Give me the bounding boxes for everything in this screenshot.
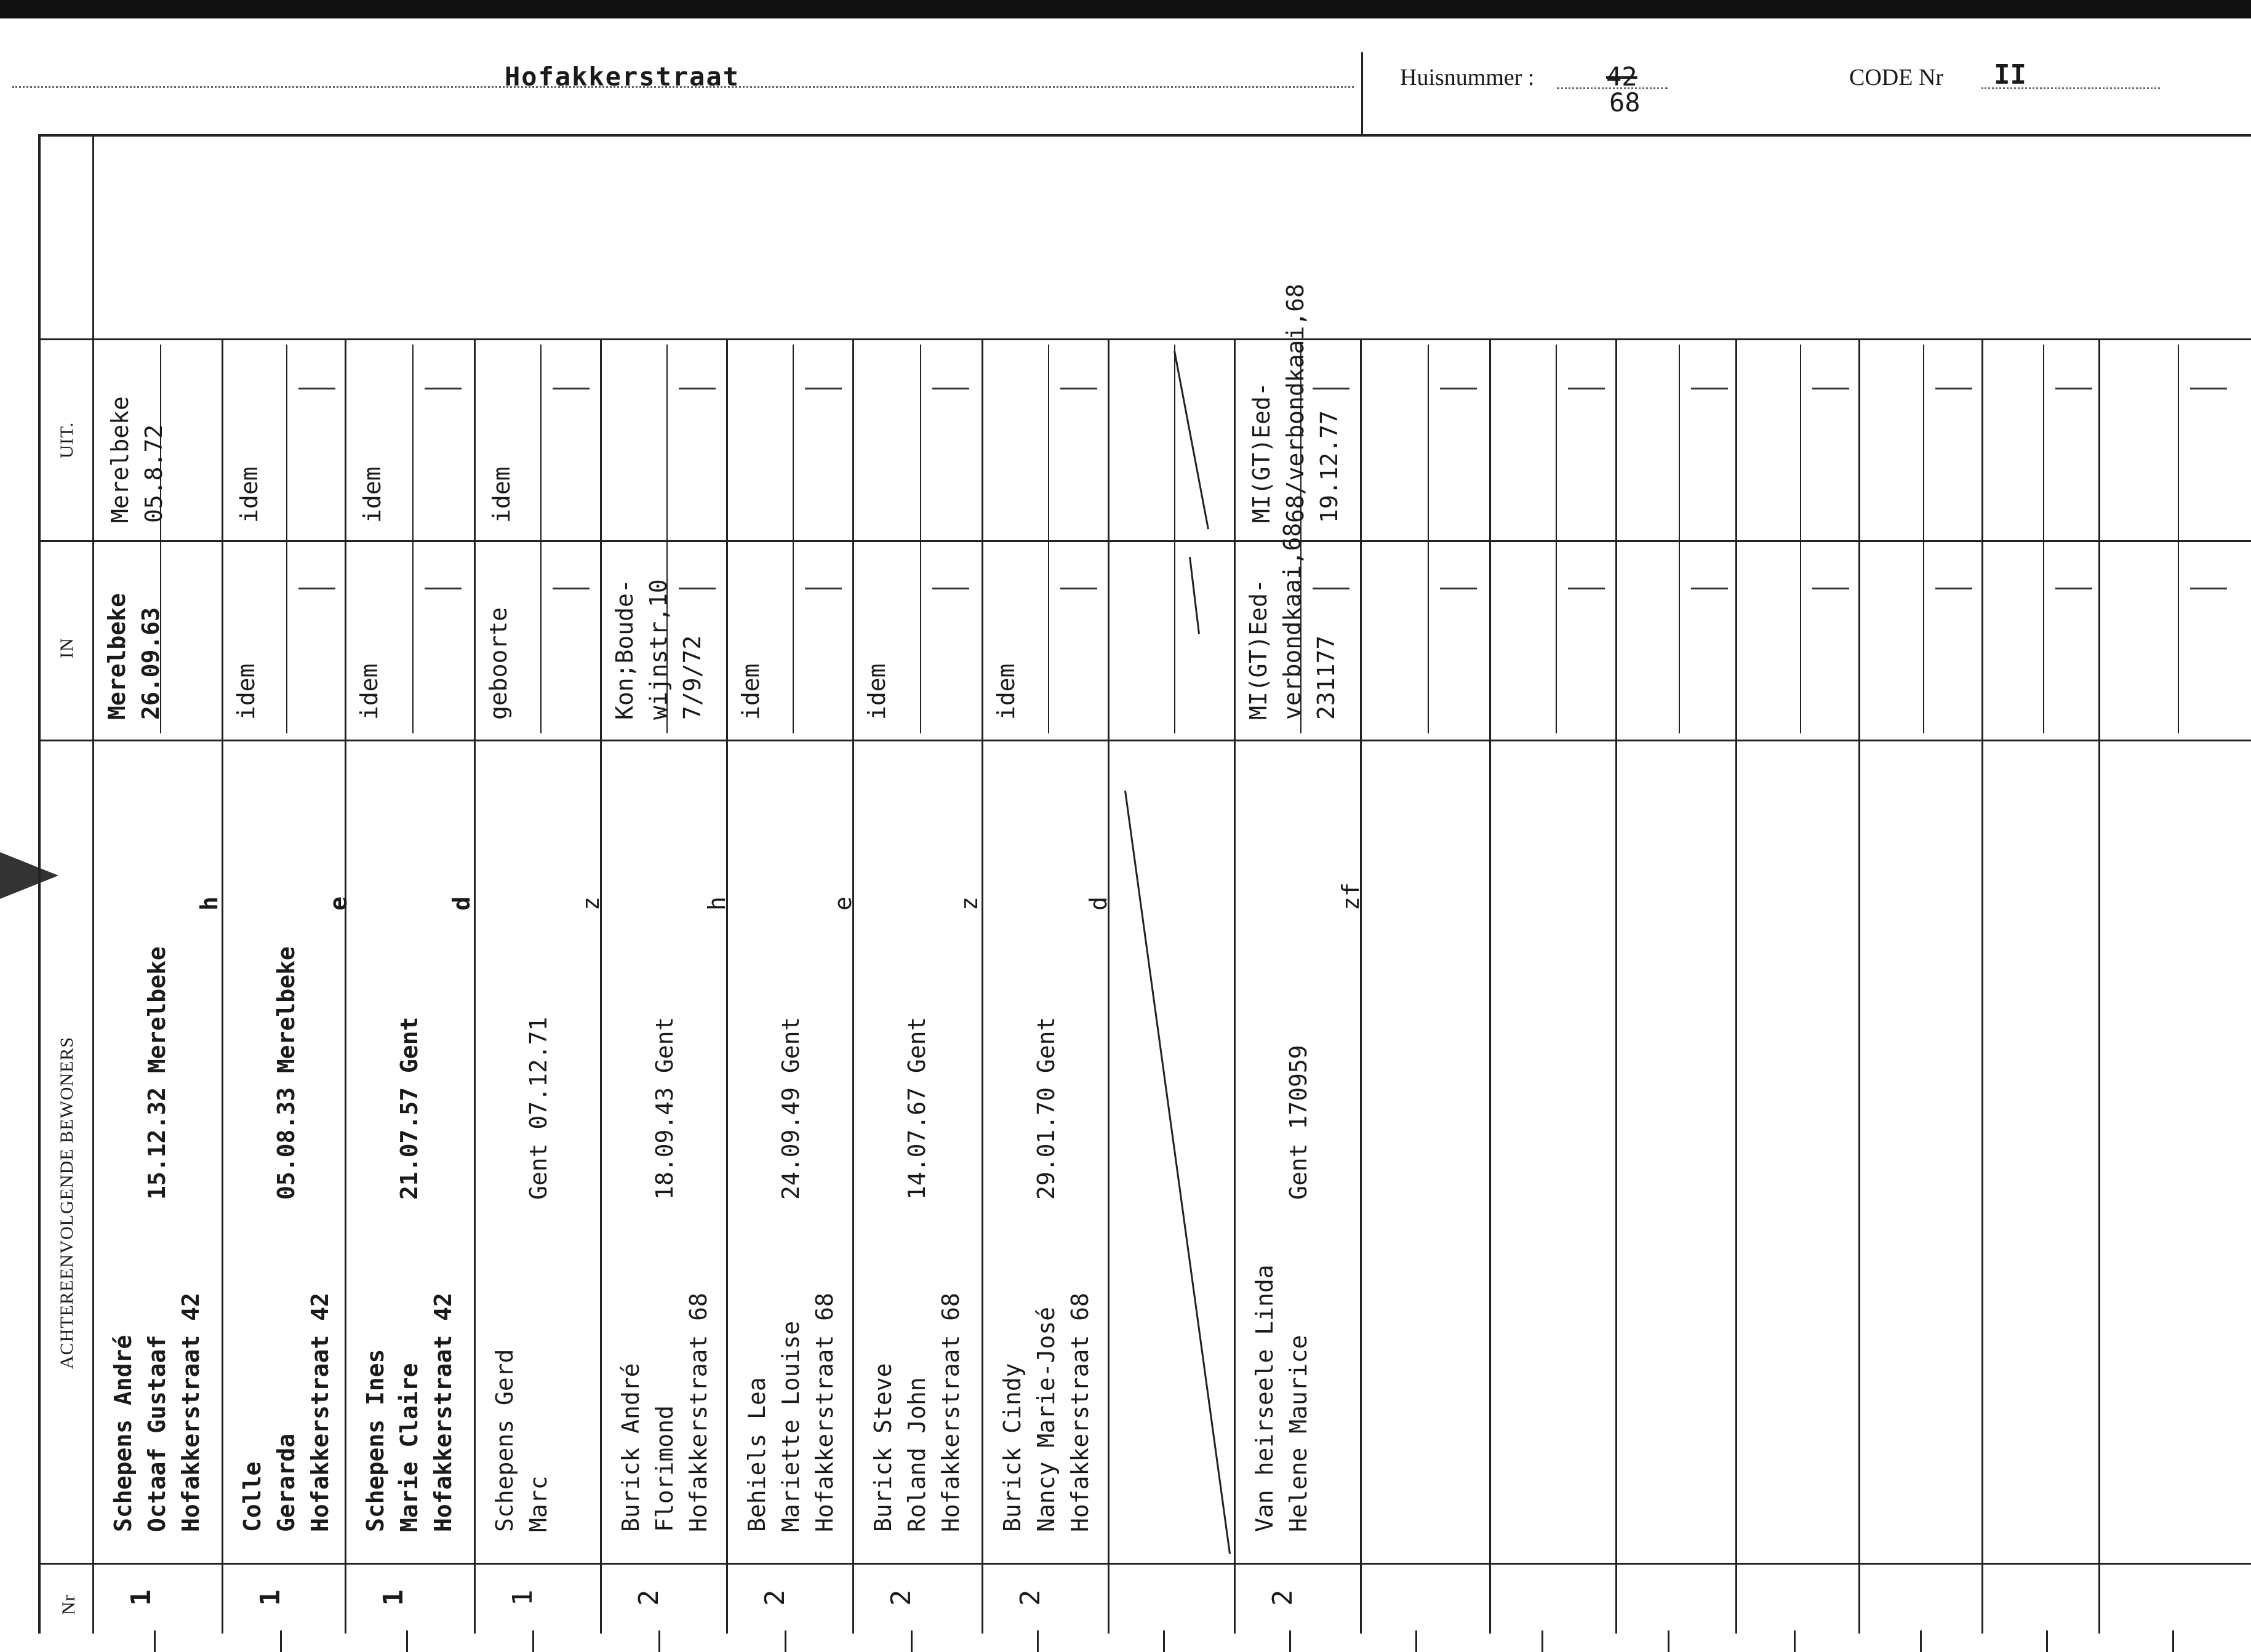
resident-name-line: Van heirseele Linda	[1251, 1264, 1278, 1532]
resident-name-line: Burick Cindy	[999, 1363, 1026, 1532]
resident-name-line: Marc	[525, 1475, 552, 1532]
uit-entry: 19.12.77	[1316, 410, 1343, 523]
resident-relation: z	[956, 896, 983, 911]
empty-dash	[1313, 588, 1349, 589]
empty-dash	[2190, 588, 2227, 589]
row-nr: 1	[126, 1589, 157, 1606]
row-nr: 2	[886, 1589, 917, 1606]
empty-dash	[425, 388, 462, 389]
resident-birth: 18.09.43 Gent	[651, 1016, 678, 1200]
uit-entry: idem	[236, 466, 263, 523]
resident-birth: Gent 07.12.71	[525, 1016, 552, 1200]
resident-relation: zf	[1337, 882, 1364, 911]
empty-dash	[1440, 388, 1477, 389]
resident-relation: z	[577, 896, 604, 911]
uit-entry: Merelbeke	[106, 396, 134, 523]
uit-entry: 68/verbondkaai,68	[1282, 284, 1309, 523]
resident-name-line: Nancy Marie-José	[1033, 1306, 1060, 1532]
row-divider	[1234, 338, 1236, 1634]
row-divider	[1108, 338, 1110, 1634]
resident-name-line: Hofakkerstraat 42	[306, 1293, 334, 1532]
section-line-0	[38, 338, 2251, 340]
resident-name-line: Hofakkerstraat 68	[685, 1293, 712, 1532]
code-label: CODE Nr	[1849, 65, 1944, 90]
empty-dash	[679, 388, 716, 389]
house-number-new: 68	[1609, 87, 1641, 118]
in-entry: verbondkaai,68	[1279, 522, 1306, 720]
resident-relation: d	[448, 896, 475, 911]
column-header-nr: Nr	[58, 1594, 79, 1615]
empty-dash	[1568, 588, 1605, 589]
row-divider	[222, 338, 223, 1634]
frame-top	[38, 134, 2251, 137]
bottom-tick	[1163, 1630, 1165, 1652]
cell-split	[540, 345, 542, 733]
row-divider	[1615, 338, 1617, 1634]
in-entry: 7/9/72	[679, 635, 706, 720]
in-entry: MI(GT)Eed-	[1245, 579, 1272, 720]
in-entry: 231177	[1313, 635, 1340, 720]
in-entry: idem	[356, 663, 383, 720]
cell-split	[1800, 345, 1801, 733]
bottom-tick	[1037, 1630, 1039, 1652]
resident-birth: 24.09.49 Gent	[777, 1016, 804, 1200]
resident-name-line: Roland John	[903, 1377, 930, 1532]
cell-split	[2178, 345, 2179, 733]
bottom-tick	[658, 1630, 660, 1652]
row-divider	[1360, 338, 1362, 1634]
row-nr: 1	[378, 1589, 409, 1606]
resident-relation: h	[703, 896, 730, 911]
cell-split	[412, 345, 414, 733]
resident-name-line: Marie Claire	[396, 1363, 423, 1532]
row-divider	[2098, 338, 2100, 1634]
header-column-divider	[92, 134, 94, 1634]
resident-birth: 15.12.32 Merelbeke	[143, 946, 170, 1200]
resident-birth: 05.08.33 Merelbeke	[273, 946, 300, 1200]
row-nr: 2	[1267, 1589, 1298, 1606]
resident-relation: e	[830, 896, 857, 911]
empty-dash	[1568, 388, 1605, 389]
row-nr: 1	[507, 1589, 538, 1606]
street-name: Hofakkerstraat	[505, 62, 740, 92]
row-nr: 2	[759, 1589, 791, 1606]
column-header-residents: ACHTEREENVOLGENDE BEWONERS	[57, 1036, 77, 1369]
row-divider	[1735, 338, 1737, 1634]
resident-birth: 21.07.57 Gent	[396, 1016, 423, 1200]
uit-entry: idem	[488, 466, 515, 523]
cell-split	[286, 345, 287, 733]
bottom-tick	[1415, 1630, 1417, 1652]
resident-name-line: Hofakkerstraat 42	[177, 1293, 204, 1532]
bottom-tick	[280, 1630, 282, 1652]
resident-name-line: Hofakkerstraat 68	[1066, 1293, 1094, 1532]
bottom-tick	[154, 1630, 156, 1652]
bottom-tick	[1794, 1630, 1796, 1652]
cell-split	[920, 345, 921, 733]
house-number-label: Huisnummer :	[1400, 65, 1535, 90]
resident-name-line: Hofakkerstraat 42	[430, 1293, 457, 1532]
uit-entry: idem	[359, 466, 386, 523]
resident-birth: 29.01.70 Gent	[1033, 1016, 1060, 1200]
resident-name-line: Burick Steve	[870, 1363, 897, 1532]
strike-line-in	[1189, 557, 1200, 634]
row-nr: 2	[633, 1589, 665, 1606]
resident-name-line: Schepens Ines	[362, 1349, 389, 1532]
in-entry: Merelbeke	[103, 593, 130, 720]
bottom-tick	[1541, 1630, 1543, 1652]
frame-left	[38, 134, 41, 1634]
cell-split	[2043, 345, 2044, 733]
empty-dash	[805, 388, 842, 389]
uit-entry: 05.8.72	[140, 424, 167, 523]
resident-name-line: Florimond	[651, 1405, 678, 1532]
bottom-tick	[1668, 1630, 1669, 1652]
row-divider	[1981, 338, 1983, 1634]
uit-entry: MI(GT)Eed-	[1248, 382, 1275, 523]
empty-dash	[1060, 388, 1097, 389]
empty-dash	[1812, 388, 1849, 389]
bottom-tick	[532, 1630, 534, 1652]
empty-dash	[553, 388, 590, 389]
resident-relation: e	[325, 896, 352, 911]
empty-dash	[805, 588, 842, 589]
empty-dash	[679, 588, 716, 589]
resident-name-line: Schepens André	[110, 1335, 137, 1532]
section-line-2	[38, 740, 2251, 741]
empty-dash	[1060, 588, 1097, 589]
row-divider	[345, 338, 346, 1634]
empty-dash	[298, 388, 335, 389]
empty-dash	[2055, 388, 2092, 389]
bottom-tick	[1289, 1630, 1291, 1652]
cell-split	[1048, 345, 1049, 733]
cell-split	[793, 345, 794, 733]
resident-name-line: Gerarda	[273, 1433, 300, 1532]
resident-relation: h	[196, 896, 223, 911]
in-entry: geboorte	[485, 607, 512, 720]
resident-name-line: Burick André	[617, 1363, 644, 1532]
column-header-in: IN	[57, 637, 77, 658]
resident-name-line: Mariette Louise	[777, 1320, 804, 1532]
in-entry: idem	[233, 663, 260, 720]
row-divider	[1858, 338, 1860, 1634]
empty-dash	[1691, 588, 1728, 589]
row-divider	[726, 338, 728, 1634]
resident-name-line: Behiels Lea	[743, 1377, 770, 1532]
empty-dash	[932, 388, 969, 389]
resident-name-line: Octaaf Gustaaf	[143, 1335, 170, 1532]
empty-dash	[425, 588, 462, 589]
house-number-old: 42	[1606, 62, 1637, 92]
empty-dash	[932, 588, 969, 589]
cell-split	[1923, 345, 1924, 733]
bottom-tick	[911, 1630, 913, 1652]
empty-dash	[298, 588, 335, 589]
resident-birth: Gent 170959	[1285, 1045, 1312, 1200]
resident-name-line: Schepens Gerd	[491, 1349, 518, 1532]
in-entry: wijnstr,10	[645, 579, 672, 720]
empty-dash	[2190, 388, 2227, 389]
resident-birth: 14.07.67 Gent	[903, 1016, 930, 1200]
empty-dash	[1812, 588, 1849, 589]
cell-split	[1556, 345, 1557, 733]
bottom-tick	[406, 1630, 408, 1652]
strike-line-uit	[1173, 351, 1209, 530]
in-entry: idem	[737, 663, 764, 720]
strike-line-residents	[1124, 791, 1231, 1554]
empty-dash	[1691, 388, 1728, 389]
in-entry: Kon;Boude-	[611, 579, 638, 720]
empty-dash	[1935, 588, 1972, 589]
bottom-tick	[785, 1630, 786, 1652]
row-divider	[982, 338, 983, 1634]
code-value: II	[1994, 59, 2026, 90]
section-line-3	[38, 1563, 2251, 1565]
in-entry: idem	[863, 663, 890, 720]
resident-name-line: Colle	[239, 1461, 266, 1532]
resident-relation: d	[1085, 896, 1112, 911]
empty-dash	[553, 588, 590, 589]
bottom-tick	[2046, 1630, 2048, 1652]
in-entry: idem	[993, 663, 1020, 720]
empty-dash	[1313, 388, 1349, 389]
resident-name-line: Hofakkerstraat 68	[937, 1293, 964, 1532]
bottom-tick	[1920, 1630, 1922, 1652]
row-divider	[1489, 338, 1491, 1634]
empty-dash	[2055, 588, 2092, 589]
bottom-tick	[2172, 1630, 2174, 1652]
resident-name-line: Hofakkerstraat 68	[811, 1293, 838, 1532]
cell-split	[1174, 345, 1175, 733]
column-header-uit: UIT.	[57, 421, 77, 458]
resident-name-line: Helene Maurice	[1285, 1335, 1312, 1532]
empty-dash	[1935, 388, 1972, 389]
row-divider	[474, 338, 476, 1634]
empty-dash	[1440, 588, 1477, 589]
row-divider	[852, 338, 854, 1634]
cell-split	[1428, 345, 1429, 733]
row-nr: 2	[1015, 1589, 1046, 1606]
row-divider	[600, 338, 602, 1634]
cell-split	[1679, 345, 1680, 733]
section-line-1	[38, 540, 2251, 542]
row-nr: 1	[255, 1589, 286, 1606]
in-entry: 26.09.63	[137, 607, 164, 720]
